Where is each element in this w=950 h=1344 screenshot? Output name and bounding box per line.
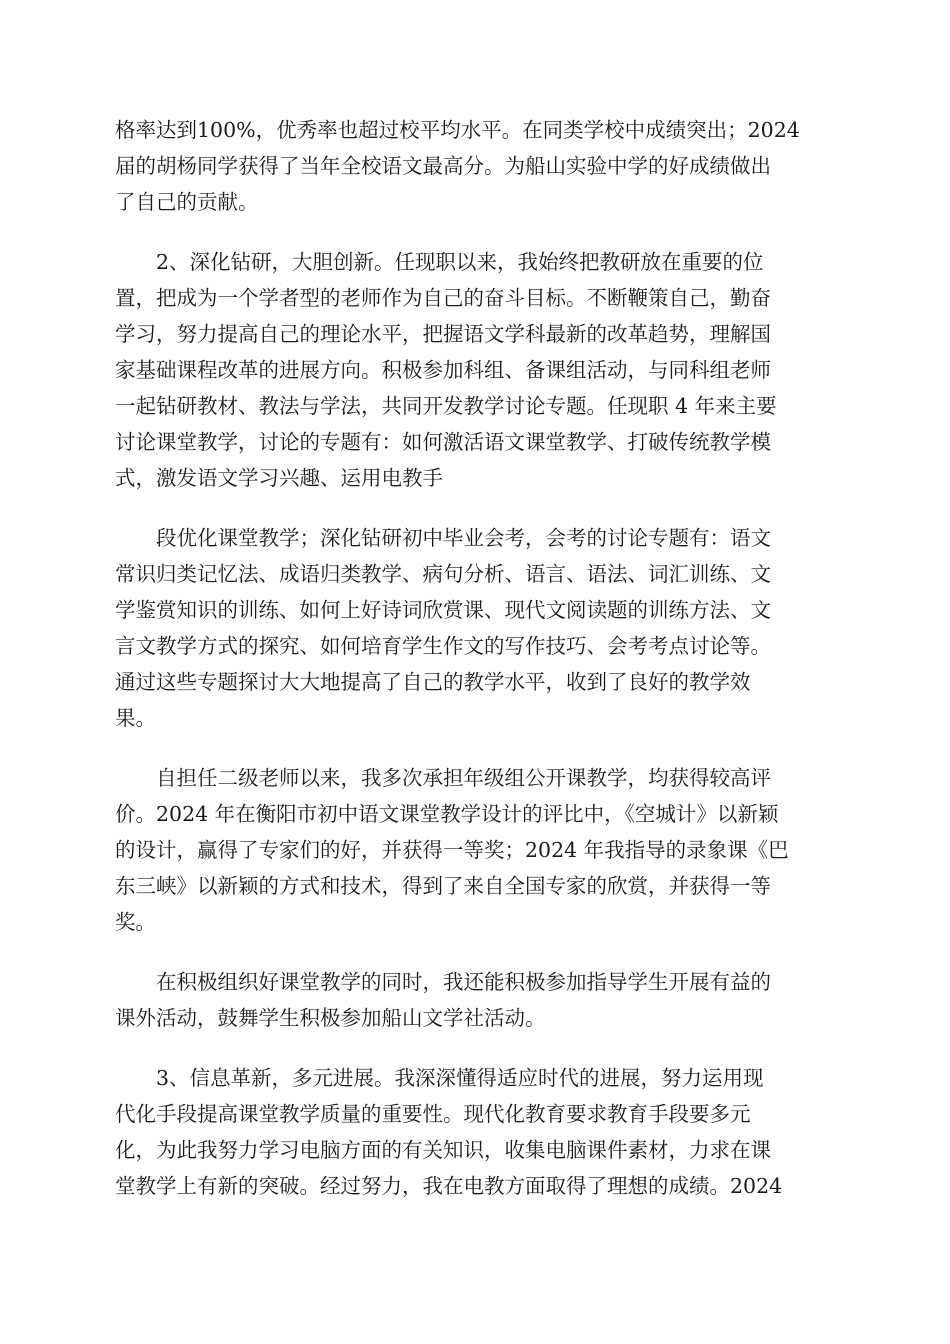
text-line: 堂教学上有新的突破。经过努力，我在电教方面取得了理想的成绩。2024: [115, 1174, 783, 1198]
document-page: [115, 112, 835, 1228]
text-line: 3、信息革新，多元进展。我深深懂得适应时代的进展，努力运用现: [156, 1066, 764, 1090]
text-line: 常识归类记忆法、成语归类教学、病句分析、语言、语法、词汇训练、文: [115, 562, 771, 586]
text-line: 格率达到100%，优秀率也超过校平均水平。在同类学校中成绩突出；2024: [115, 118, 800, 142]
text-line: 通过这些专题探讨大大地提高了自己的教学水平，收到了良好的教学效: [115, 670, 751, 694]
text-line: 2、深化钻研，大胆创新。任现职以来，我始终把教研放在重要的位: [156, 250, 764, 274]
text-line: 价。2024 年在衡阳市初中语文课堂教学设计的评比中，《空城计》以新颖: [115, 802, 779, 826]
text-line: 一起钻研教材、教法与学法，共同开发教学讨论专题。任现职 4 年来主要: [115, 394, 777, 418]
text-line: 段优化课堂教学；深化钻研初中毕业会考，会考的讨论专题有：语文: [156, 526, 771, 550]
text-line: 课外活动，鼓舞学生积极参加船山文学社活动。: [115, 1006, 546, 1030]
text-line: 自担任二级老师以来，我多次承担年级组公开课教学，均获得较高评: [156, 766, 771, 790]
text-line: 家基础课程改革的进展方向。积极参加科组、备课组活动，与同科组老师: [115, 358, 771, 382]
paragraph-3: [115, 520, 835, 736]
paragraph-6: [115, 1060, 835, 1204]
text-line: 在积极组织好课堂教学的同时，我还能积极参加指导学生开展有益的: [156, 970, 771, 994]
text-line: 了自己的贡献。: [115, 190, 259, 214]
text-line: 言文教学方式的探究、如何培育学生作文的写作技巧、会考考点讨论等。: [115, 634, 771, 658]
paragraph-4: [115, 760, 835, 940]
text-line: 讨论课堂教学，讨论的专题有：如何激活语文课堂教学、打破传统教学模: [115, 430, 771, 454]
text-line: 置，把成为一个学者型的老师作为自己的奋斗目标。不断鞭策自己，勤奋: [115, 286, 771, 310]
text-line: 学鉴赏知识的训练、如何上好诗词欣赏课、现代文阅读题的训练方法、文: [115, 598, 771, 622]
text-line: 化，为此我努力学习电脑方面的有关知识，收集电脑课件素材，力求在课: [115, 1138, 771, 1162]
text-line: 届的胡杨同学获得了当年全校语文最高分。为船山实验中学的好成绩做出: [115, 154, 771, 178]
text-line: 学习，努力提高自己的理论水平，把握语文学科最新的改革趋势，理解国: [115, 322, 771, 346]
text-line: 式，激发语文学习兴趣、运用电教手: [115, 466, 443, 490]
paragraph-1: [115, 112, 835, 220]
text-line: 代化手段提高课堂教学质量的重要性。现代化教育要求教育手段要多元: [115, 1102, 751, 1126]
text-line: 的设计，赢得了专家们的好，并获得一等奖；2024 年我指导的录象课《巴: [115, 838, 789, 862]
text-line: 东三峡》以新颖的方式和技术，得到了来自全国专家的欣赏，并获得一等: [115, 874, 771, 898]
text-line: 奖。: [115, 910, 156, 934]
paragraph-5: [115, 964, 835, 1036]
paragraph-2: [115, 244, 835, 496]
text-line: 果。: [115, 706, 156, 730]
